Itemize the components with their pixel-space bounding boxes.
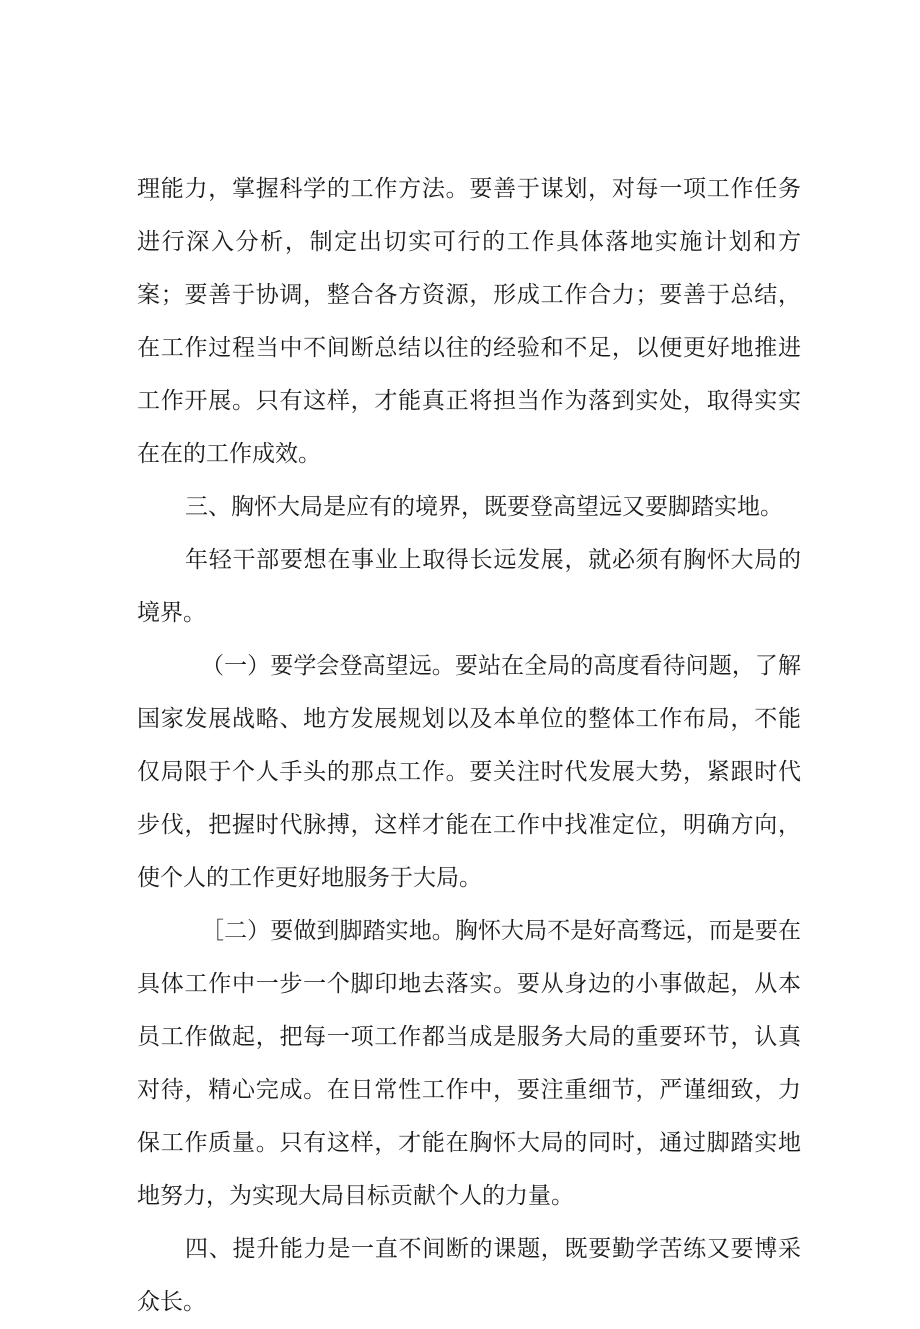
document-body: [137, 163, 801, 1329]
paragraph-continuation: 理能力，掌握科学的工作方法。要善于谋划，对每一项工作任务进行深入分析，制定出切实可行的工作具体落地实施计划和方案；要善于协调，整合各方资源，形成工作合力；要善于总结，在工作过程当中不间断总结以往的经验和不足，以便更好地推进工作开展。只有这样，才能真正将担当作为落到实处，取得实实在在的工作成效。: [137, 176, 801, 467]
subsection-one: （一）要学会登高望远。要站在全局的高度看待问题，了解国家发展战略、地方发展规划以及本单位的整体工作布局，不能仅局限于个人手头的那点工作。要关注时代发展大势，紧跟时代步伐，把握时代脉搏，这样才能在工作中找准定位，明确方向，使个人的工作更好地服务于大局。: [137, 653, 801, 891]
paragraph-intro: 年轻干部要想在事业上取得长远发展，就必须有胸怀大局的境界。: [137, 547, 801, 626]
section-heading-three: 三、胸怀大局是应有的境界，既要登高望远又要脚踏实地。: [185, 494, 783, 520]
section-heading-four: 四、提升能力是一直不间断的课题，既要勤学苦练又要博采众长。: [137, 1236, 801, 1315]
subsection-two: ［二）要做到脚踏实地。胸怀大局不是好高骛远，而是要在具体工作中一步一个脚印地去落实。要从身边的小事做起，从本员工作做起，把每一项工作都当成是服务大局的重要环节，认真对待，精心完成。在日常性工作中，要注重细节，严谨细致，力保工作质量。只有这样，才能在胸怀大局的同时，通过脚踏实地地努力，为实现大局目标贡献个人的力量。: [137, 918, 801, 1209]
